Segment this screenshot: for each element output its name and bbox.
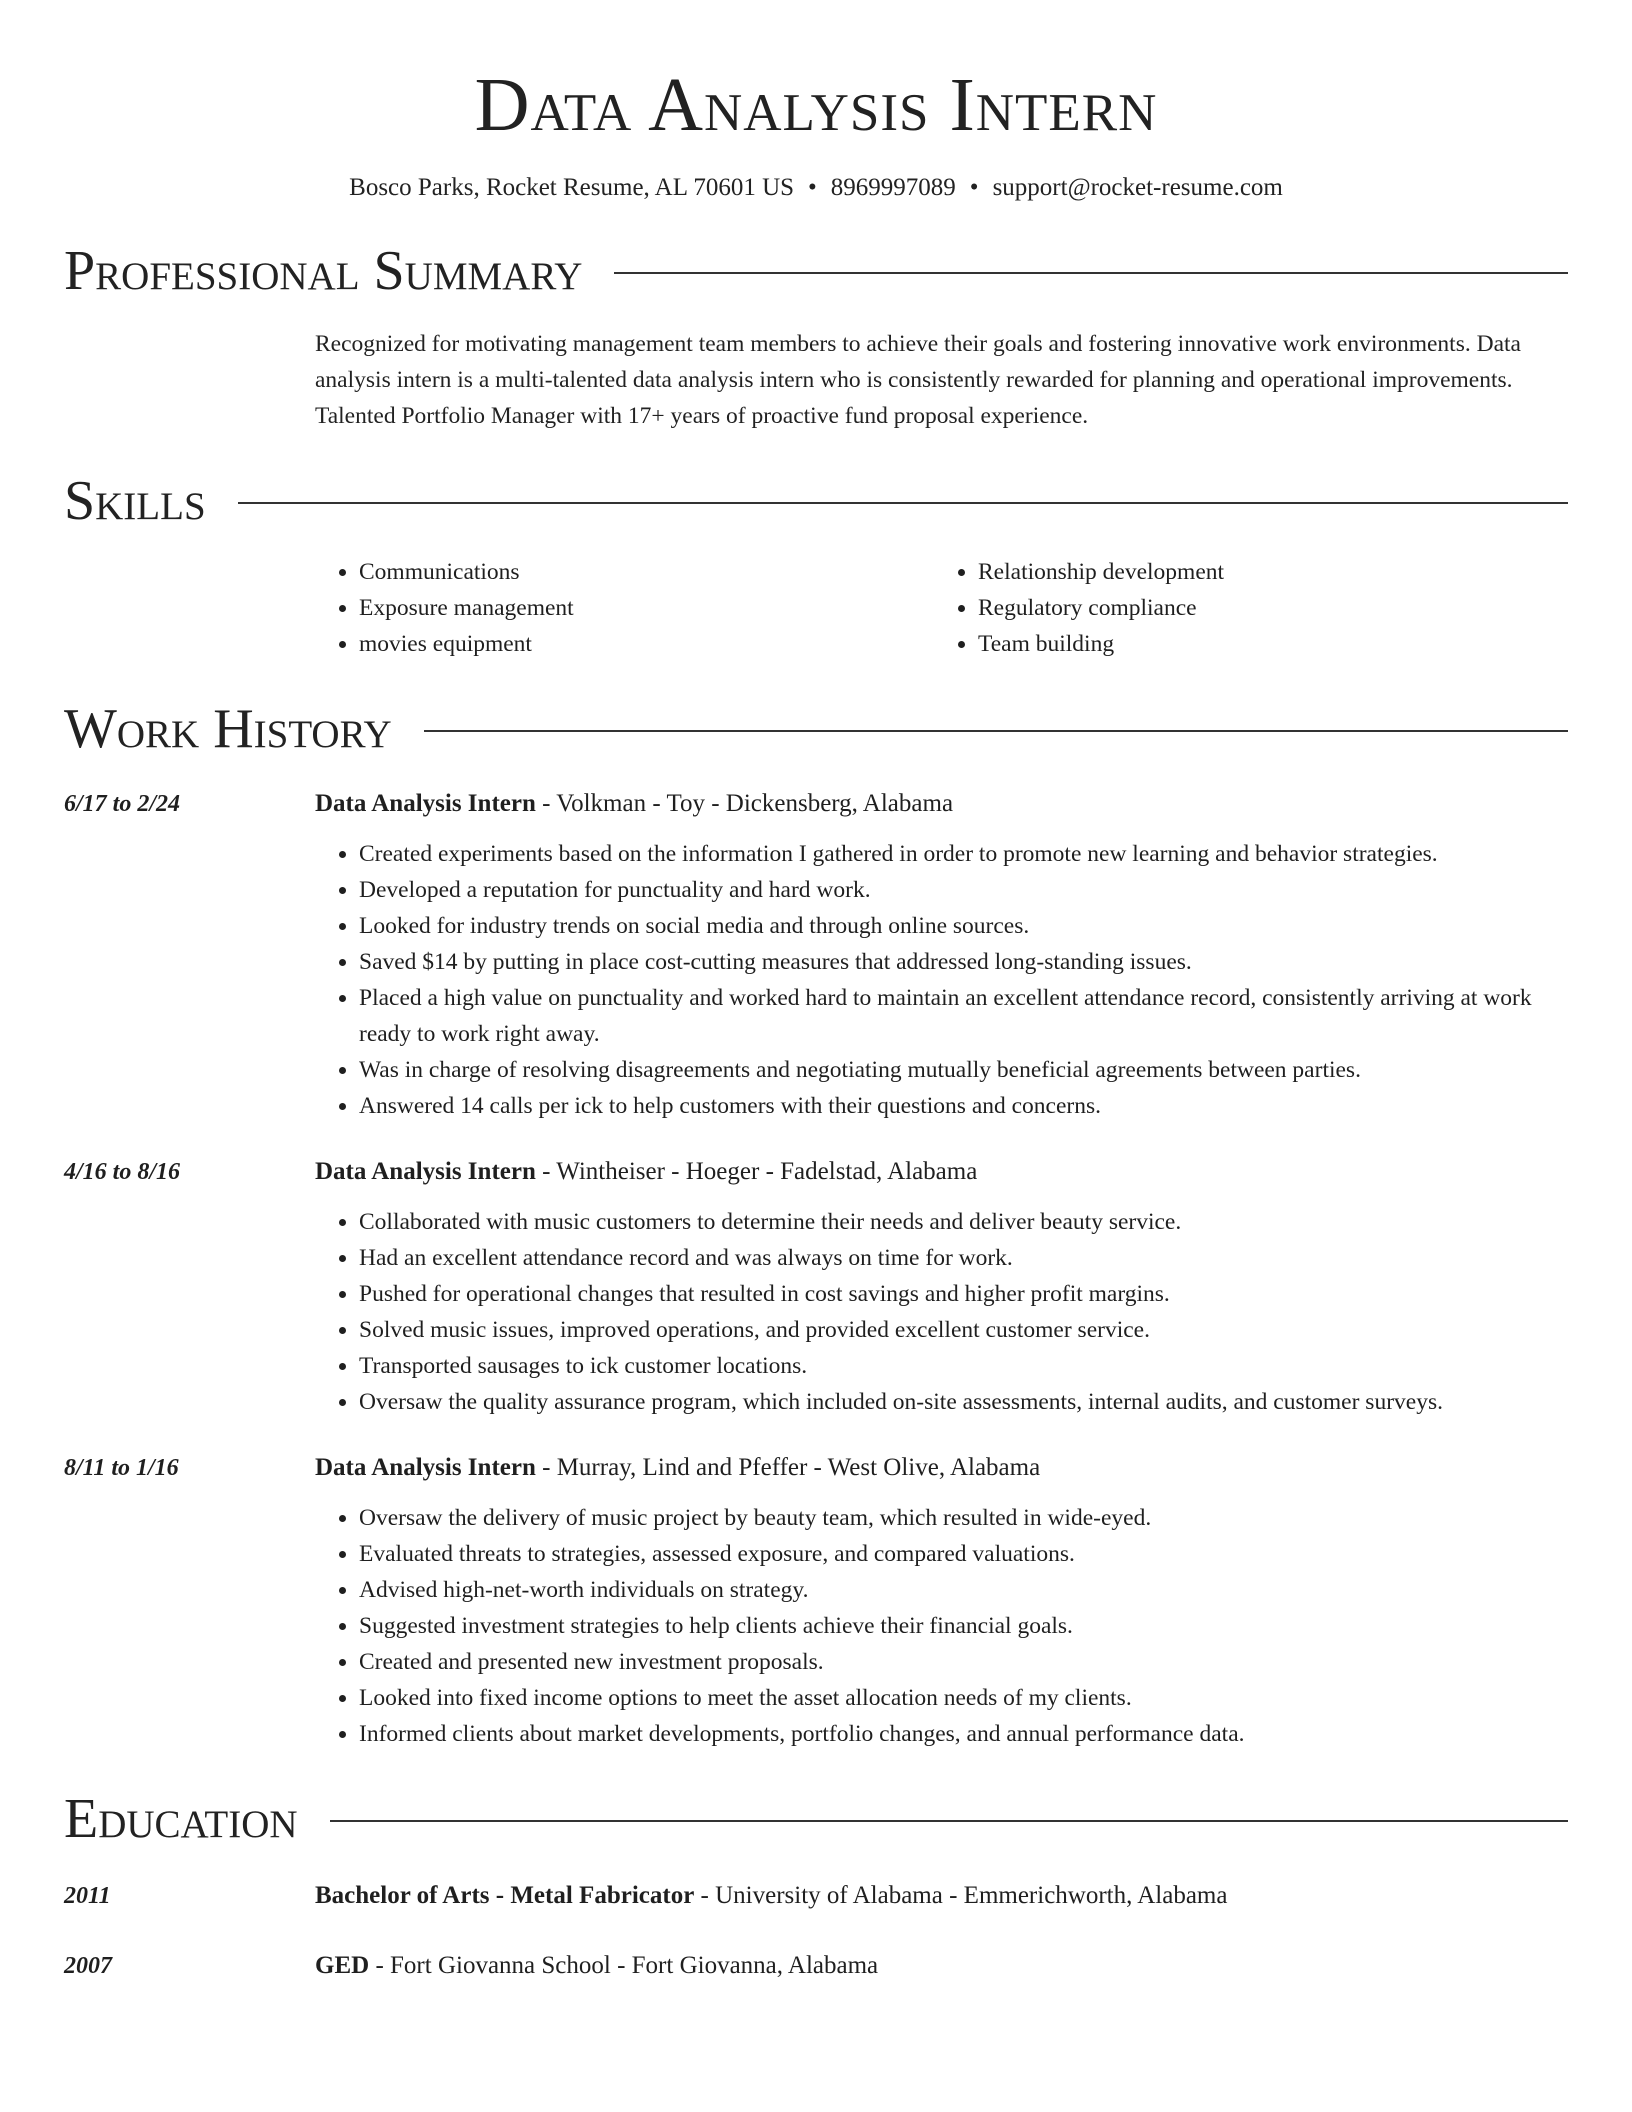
contact-separator: • xyxy=(808,174,817,201)
job-bullet: • Looked into fixed income options to meet the asset allocation needs of my clients. xyxy=(359,1680,1568,1716)
job-bullet: • Evaluated threats to strategies, assessed exposure, and compared valuations. xyxy=(359,1536,1568,1572)
skill-item: • Regulatory compliance xyxy=(978,590,1553,626)
section-divider xyxy=(330,1820,1568,1822)
resume-page xyxy=(64,0,1568,1984)
job-bullet: • Answered 14 calls per ick to help customers with their questions and concerns. xyxy=(359,1088,1568,1124)
contact-separator: • xyxy=(969,174,979,201)
job-dates: 8/11 to 1/16 xyxy=(64,1455,179,1481)
job-bullet: • Looked for industry trends on social media and through online sources. xyxy=(359,908,1568,944)
job-employer: - Wintheiser - Hoeger - Fadelstad, Alabama xyxy=(535,1158,978,1185)
education-degree: Bachelor of Arts - Metal Fabricator xyxy=(315,1882,695,1909)
job-bullet: • Oversaw the delivery of music project by beauty team, which resulted in wide-eyed. xyxy=(359,1500,1568,1536)
job-bullets xyxy=(315,836,1568,1124)
job-title-line xyxy=(315,1450,1568,1486)
contact-phone: 8969997089 xyxy=(830,174,956,201)
education-body xyxy=(315,1878,1568,1914)
job-bullet: • Saved $14 by putting in place cost-cutting measures that addressed long-standing issues. xyxy=(359,944,1568,980)
summary-heading: Professional Summary xyxy=(64,240,583,302)
job-bullets xyxy=(315,1204,1568,1420)
job-bullets xyxy=(315,1500,1568,1752)
skill-item: • Communications xyxy=(359,554,934,590)
skills-section-header xyxy=(64,468,1568,534)
job-body xyxy=(315,1450,1568,1752)
candidate-name: Data Analysis Intern xyxy=(474,63,1158,147)
job-bullet: • Transported sausages to ick customer locations. xyxy=(359,1348,1568,1384)
skills-list xyxy=(315,554,1568,662)
job-entry xyxy=(64,1154,1568,1420)
job-bullet: • Created experiments based on the information I gathered in order to promote new learning and behavior strategies. xyxy=(359,836,1568,872)
job-title: Data Analysis Intern xyxy=(315,1158,536,1185)
job-title: Data Analysis Intern xyxy=(315,790,536,817)
skills-column-right xyxy=(934,554,1553,662)
education-entry xyxy=(64,1948,1568,1984)
work-heading: Work History xyxy=(64,698,392,760)
contact-line xyxy=(64,172,1568,204)
job-bullet: • Created and presented new investment proposals. xyxy=(359,1644,1568,1680)
section-divider xyxy=(614,272,1568,274)
education-school: - University of Alabama - Emmerichworth, Alabama xyxy=(694,1882,1228,1909)
job-bullet: • Solved music issues, improved operations, and provided excellent customer service. xyxy=(359,1312,1568,1348)
job-employer: - Murray, Lind and Pfeffer - West Olive, Alabama xyxy=(535,1454,1041,1481)
skills-column-left xyxy=(315,554,934,662)
job-title-line xyxy=(315,1154,1568,1190)
job-entry xyxy=(64,1450,1568,1752)
job-dates: 4/16 to 8/16 xyxy=(64,1159,181,1185)
job-bullet: • Had an excellent attendance record and was always on time for work. xyxy=(359,1240,1568,1276)
education-section-header xyxy=(64,1786,1568,1852)
job-title-line xyxy=(315,786,1568,822)
education-heading: Education xyxy=(64,1788,298,1850)
job-body xyxy=(315,1154,1568,1420)
summary-text: Recognized for motivating management team members to achieve their goals and fostering innovative work environments. Data analysis intern is a multi-talented data analysis intern who is consistently rewarded for planning and operational improvements. Talented Portfolio Manager with 17+ years of proactive fund proposal experience. xyxy=(315,331,1521,429)
job-bullet: • Was in charge of resolving disagreements and negotiating mutually beneficial agreements between parties. xyxy=(359,1052,1568,1088)
job-employer: - Volkman - Toy - Dickensberg, Alabama xyxy=(535,790,954,817)
job-entry xyxy=(64,786,1568,1124)
section-divider xyxy=(424,730,1568,732)
skill-item: • movies equipment xyxy=(359,626,934,662)
education-year: 2011 xyxy=(64,1883,111,1909)
education-degree: GED xyxy=(315,1952,370,1979)
education-year: 2007 xyxy=(64,1953,112,1979)
skills-heading: Skills xyxy=(64,470,206,532)
job-bullet: • Suggested investment strategies to help clients achieve their financial goals. xyxy=(359,1608,1568,1644)
skill-item: • Exposure management xyxy=(359,590,934,626)
job-title: Data Analysis Intern xyxy=(315,1454,536,1481)
job-body xyxy=(315,786,1568,1124)
contact-email: support@rocket-resume.com xyxy=(992,174,1283,201)
job-bullet: • Collaborated with music customers to determine their needs and deliver beauty service. xyxy=(359,1204,1568,1240)
job-bullet: • Placed a high value on punctuality and worked hard to maintain an excellent attendance record, consistently arriving at work ready to work right away. xyxy=(359,980,1568,1052)
work-section-header xyxy=(64,696,1568,762)
job-bullet: • Advised high-net-worth individuals on strategy. xyxy=(359,1572,1568,1608)
education-entry xyxy=(64,1878,1568,1914)
job-bullet: • Informed clients about market developments, portfolio changes, and annual performance data. xyxy=(359,1716,1568,1752)
job-bullet: • Developed a reputation for punctuality and hard work. xyxy=(359,872,1568,908)
section-divider xyxy=(238,502,1568,504)
education-body xyxy=(315,1948,1568,1984)
skill-item: • Relationship development xyxy=(978,554,1553,590)
job-bullet: • Oversaw the quality assurance program, which included on-site assessments, internal audits, and customer surveys. xyxy=(359,1384,1568,1420)
skill-item: • Team building xyxy=(978,626,1553,662)
contact-address: Bosco Parks, Rocket Resume, AL 70601 US xyxy=(349,174,795,201)
job-dates: 6/17 to 2/24 xyxy=(64,791,181,817)
job-bullet: • Pushed for operational changes that resulted in cost savings and higher profit margins. xyxy=(359,1276,1568,1312)
education-school: - Fort Giovanna School - Fort Giovanna, Alabama xyxy=(369,1952,879,1979)
summary-section-header xyxy=(64,238,1568,304)
